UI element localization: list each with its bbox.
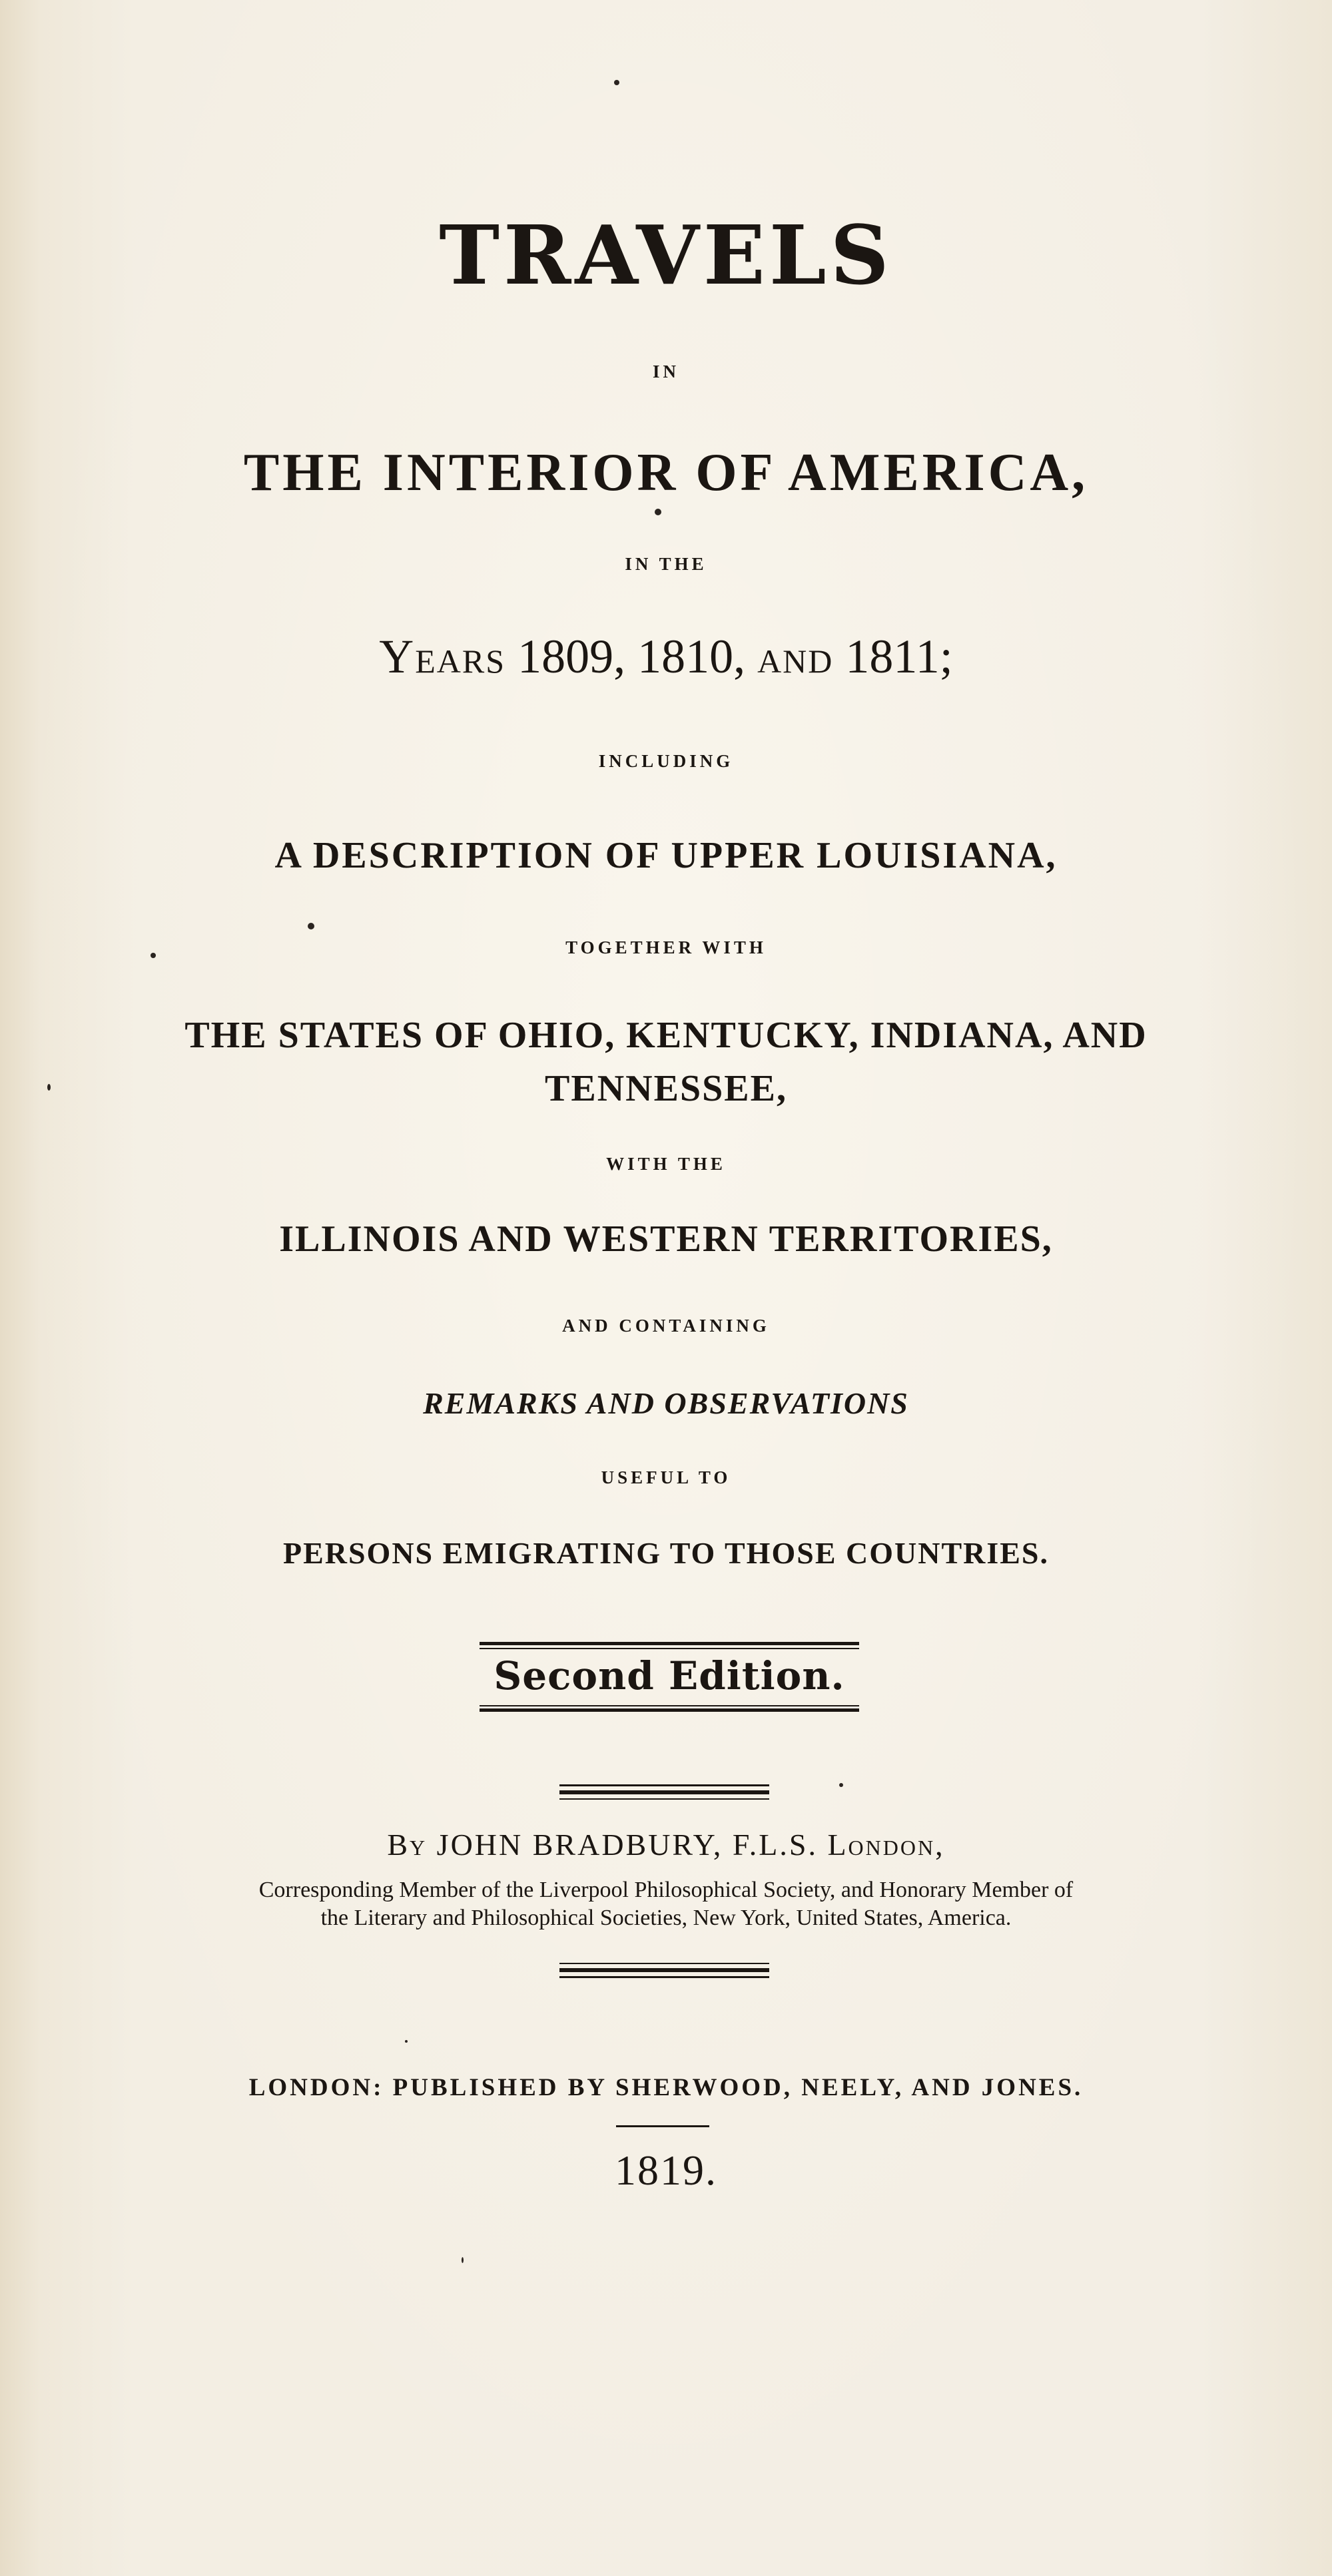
connector-in-the: IN THE	[625, 554, 707, 574]
years-last: 1811;	[845, 630, 953, 683]
years-and: and	[757, 630, 834, 683]
ornamental-rule-upper	[559, 1784, 769, 1800]
connector-with-the: WITH THE	[606, 1154, 726, 1174]
years-line	[0, 630, 1332, 683]
persons-line: PERSONS EMIGRATING TO THOSE COUNTRIES.	[282, 1536, 1050, 1570]
membership-line-1: Corresponding Member of the Liverpool Philosophical Society, and Honorary Member of	[258, 1878, 1074, 1902]
membership-line-2: the Literary and Philosophical Societies, New York, United States, America.	[320, 1906, 1012, 1930]
years-word: Years	[379, 630, 506, 683]
edition-rule-bottom-thin	[480, 1705, 859, 1706]
ornamental-rule-lower	[559, 1963, 769, 1978]
edition-banner	[480, 1642, 859, 1714]
author-city: London,	[827, 1828, 945, 1862]
states-line-2: TENNESSEE,	[545, 1068, 787, 1109]
connector-including: INCLUDING	[598, 751, 734, 771]
connector-in: IN	[652, 362, 679, 382]
states-line-1: THE STATES OF OHIO, KENTUCKY, INDIANA, AND	[184, 1015, 1148, 1056]
connector-and-containing: AND CONTAINING	[562, 1316, 770, 1336]
year-rule	[616, 2125, 709, 2127]
publisher-line: LONDON: PUBLISHED BY SHERWOOD, NEELY, AND JONES.	[248, 2074, 1084, 2101]
edition-label: Second Edition.	[494, 1653, 845, 1698]
territories-line: ILLINOIS AND WESTERN TERRITORIES,	[279, 1218, 1053, 1260]
edition-rule-top	[480, 1642, 859, 1645]
edition-rule-bottom	[480, 1708, 859, 1712]
publication-year: 1819.	[615, 2147, 717, 2194]
connector-together-with: TOGETHER WITH	[565, 937, 767, 957]
edition-rule-top-thin	[480, 1648, 859, 1649]
connector-useful-to: USEFUL TO	[601, 1467, 731, 1487]
years-values: 1809, 1810,	[517, 630, 746, 683]
subtitle-region: THE INTERIOR OF AMERICA,	[243, 443, 1089, 502]
book-title: TRAVELS	[439, 207, 893, 303]
author-by: By	[387, 1828, 428, 1862]
author-line	[0, 1830, 1332, 1860]
remarks-line: REMARKS AND OBSERVATIONS	[423, 1386, 909, 1420]
description-line: A DESCRIPTION OF UPPER LOUISIANA,	[274, 835, 1058, 876]
author-name: JOHN BRADBURY, F.L.S.	[436, 1828, 818, 1862]
